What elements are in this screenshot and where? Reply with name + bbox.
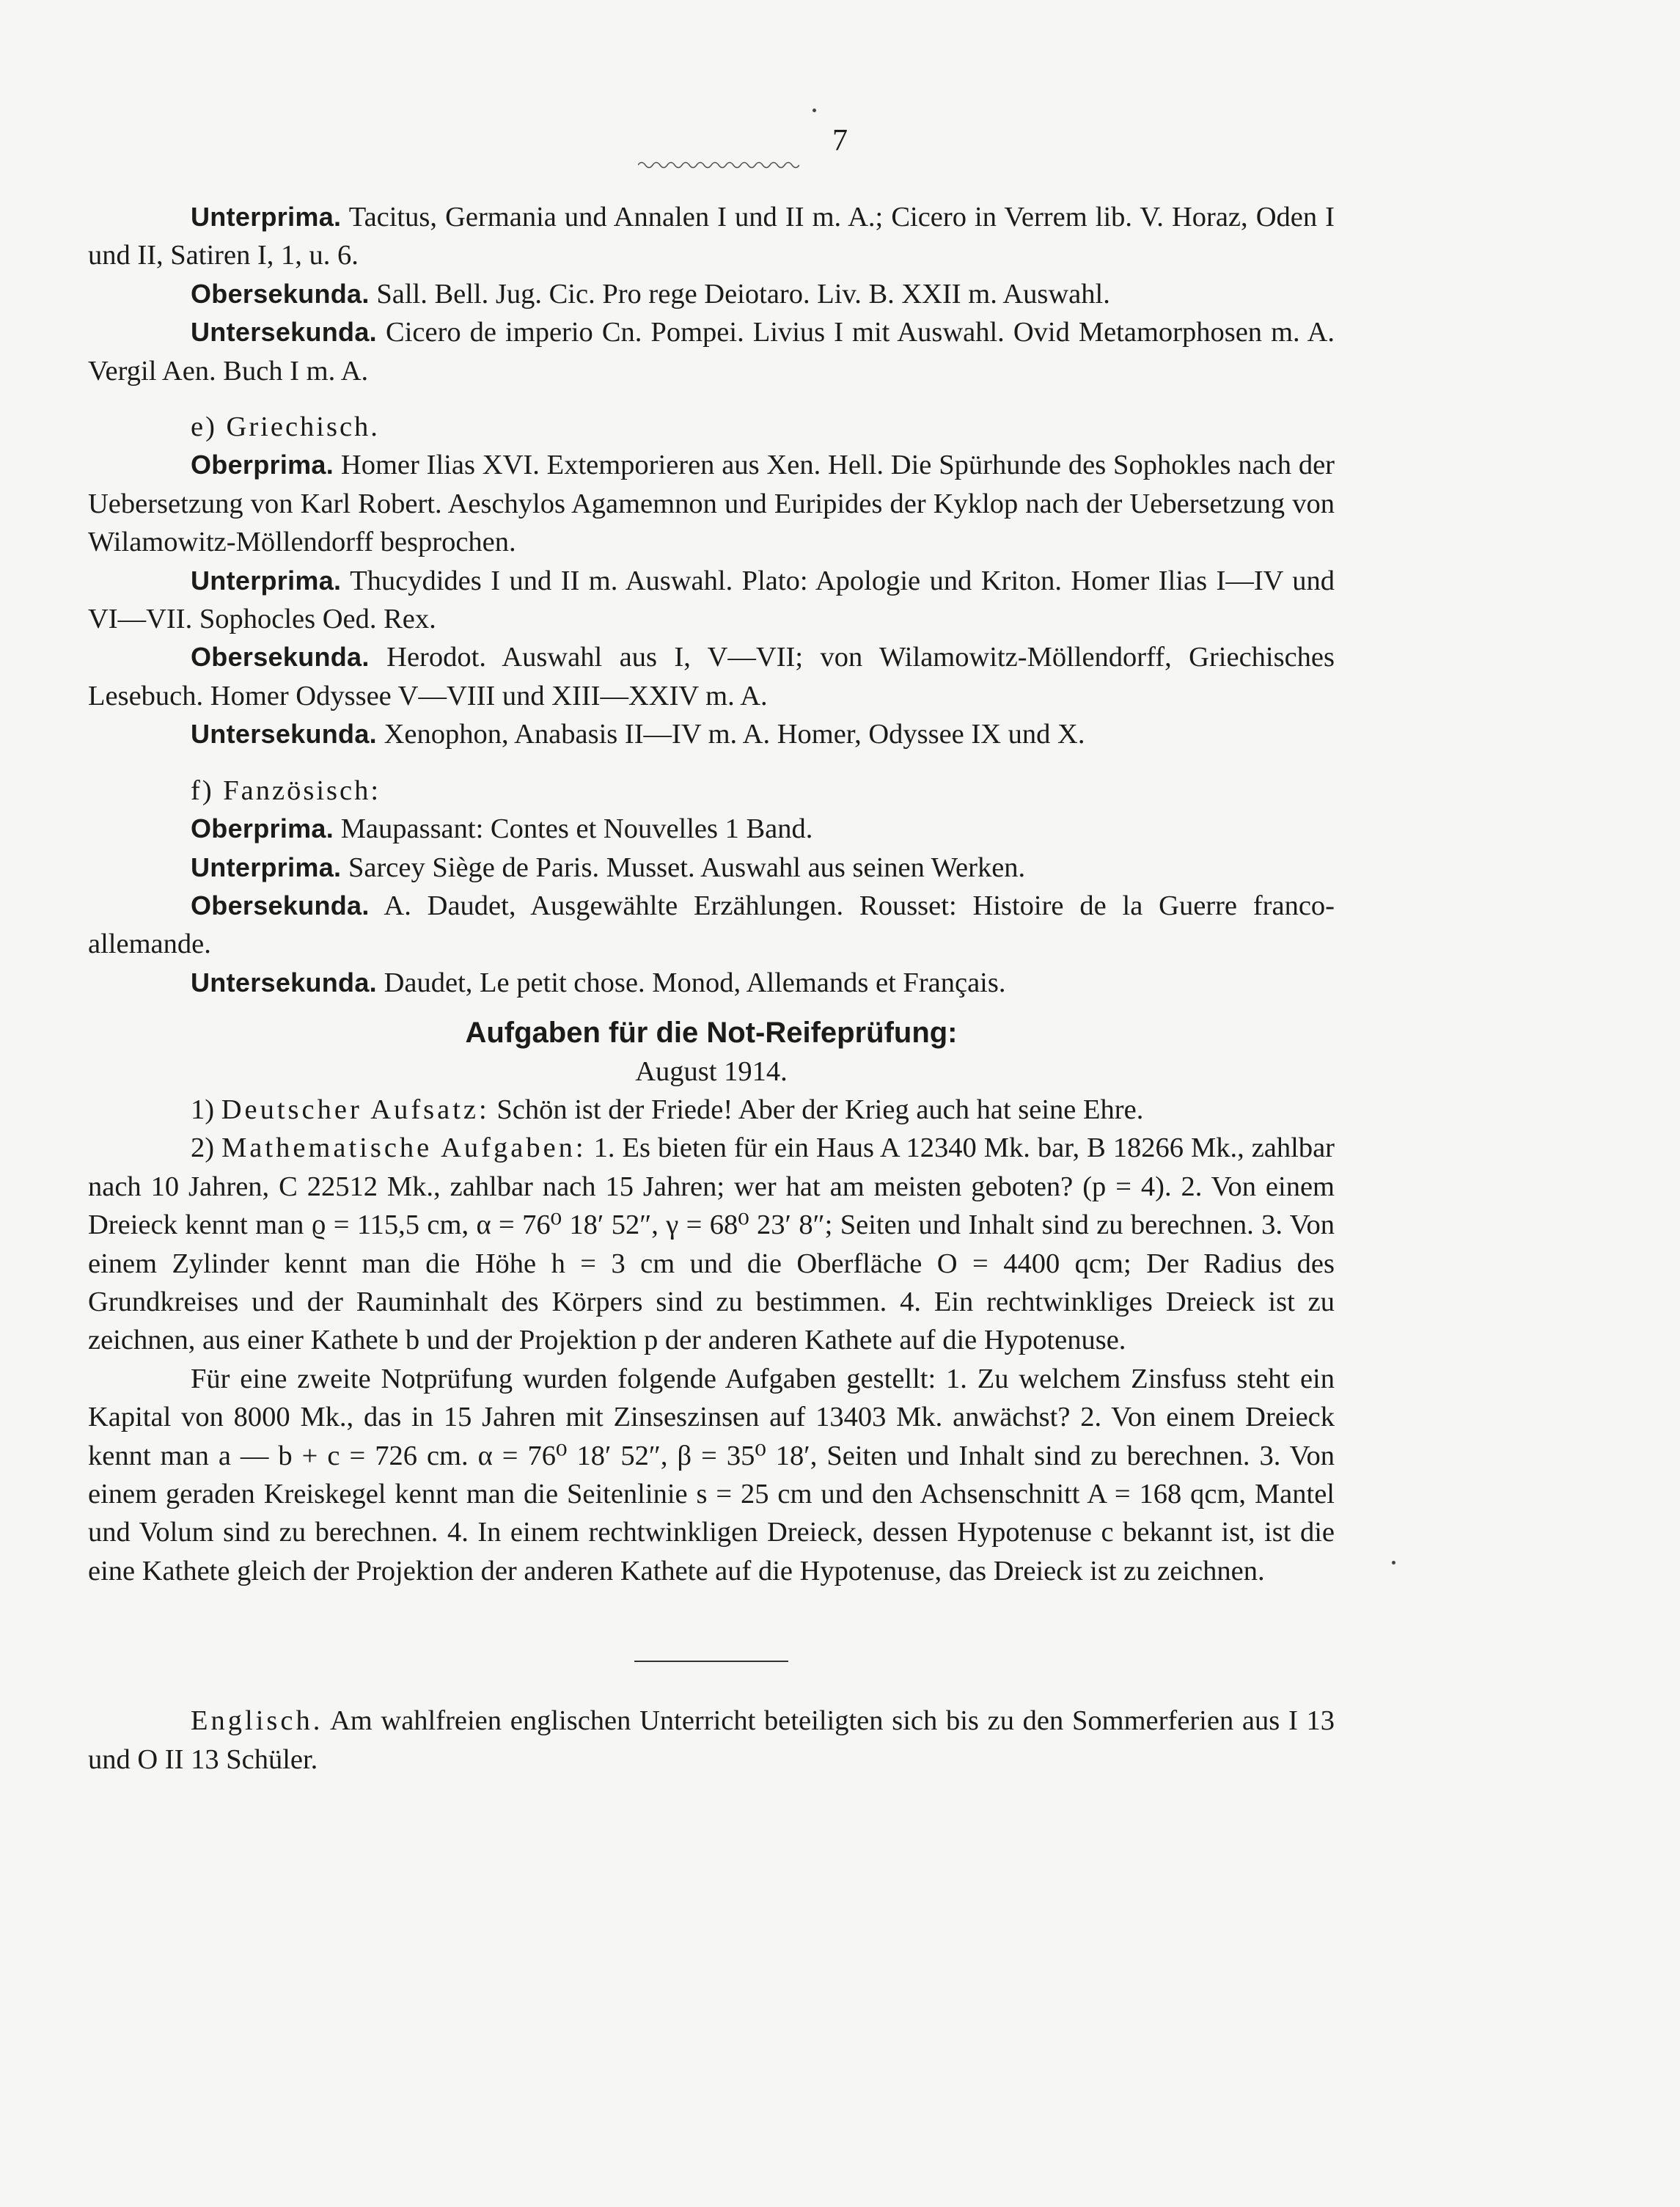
- exam-date: August 1914.: [635, 1055, 788, 1087]
- class-label: Untersekunda.: [191, 719, 377, 750]
- greek-oberprima: [88, 446, 1335, 561]
- section-divider: [634, 1661, 788, 1662]
- reading-list: Xenophon, Anabasis II—IV m. A. Homer, Odyssee IX und X.: [384, 719, 1085, 750]
- class-label: Unterprima.: [191, 202, 342, 232]
- class-label: Untersekunda.: [191, 317, 377, 348]
- item-label: Deutscher Aufsatz:: [221, 1094, 490, 1125]
- reading-list: Herodot. Auswahl aus I, V—VII; von Wilamowitz-Möllendorff, Griechisches Lesebuch. Homer Odyssee V—VIII und XIII—XXIV m. A.: [88, 642, 1335, 711]
- reading-list: Sarcey Siège de Paris. Musset. Auswahl aus seinen Werken.: [348, 852, 1026, 883]
- reading-list: Sall. Bell. Jug. Cic. Pro rege Deiotaro. Liv. B. XXII m. Auswahl.: [376, 278, 1110, 310]
- section-title-greek: e) Griechisch.: [191, 411, 380, 443]
- exam-second-exam: Für eine zweite Notprüfung wurden folgende Aufgaben gestellt: 1. Zu welchem Zinsfuss steht ein Kapital von 8000 Mk., das in 15 Jahren mit Zinseszinsen auf 13403 Mk. anwächst? 2. Von einem Dreieck kennt man a — b + c = 726 cm. α = 76⁰ 18′ 52″, β = 35⁰ 18′, Seiten und Inhalt sind zu berechnen. 3. Von einem geraden Kreiskegel kennt man die Seitenlinie s = 25 cm und den Achsenschnitt A = 168 qcm, Mantel und Volum sind zu berechnen. 4. In einem rechtwinkligen Dreieck, dessen Hypotenuse c bekannt ist, ist die eine Kathete gleich der Projektion der anderen Kathete auf die Hypotenuse, das Dreieck ist zu zeichnen.: [88, 1363, 1335, 1586]
- french-untersekunda: [88, 964, 1335, 1002]
- section-title-french: f) Fanzösisch:: [191, 775, 381, 806]
- french-unterprima: [88, 849, 1335, 887]
- latin-obersekunda: [88, 275, 1335, 313]
- latin-untersekunda: [88, 313, 1335, 390]
- reading-list: Maupassant: Contes et Nouvelles 1 Band.: [340, 813, 813, 845]
- class-label: Unterprima.: [191, 852, 342, 882]
- page-number-ornament: [638, 160, 799, 170]
- greek-obersekunda: [88, 638, 1335, 715]
- item-text: Schön ist der Friede! Aber der Krieg auch hat seine Ehre.: [496, 1094, 1144, 1125]
- english-note: [88, 1702, 1335, 1779]
- english-text: Am wahlfreien englischen Unterricht beteiligten sich bis zu den Sommerferien aus I 13 und O II 13 Schüler.: [88, 1705, 1335, 1775]
- item-label: Mathematische Aufgaben:: [221, 1132, 587, 1164]
- reading-list: Tacitus, Germania und Annalen I und II m. A.; Cicero in Verrem lib. V. Horaz, Oden I und II, Satiren I, 1, u. 6.: [88, 202, 1335, 271]
- page-number: 7: [832, 124, 848, 158]
- class-label: Oberprima.: [191, 450, 334, 480]
- class-label: Unterprima.: [191, 565, 342, 596]
- exam-item-math: [88, 1129, 1335, 1359]
- class-label: Obersekunda.: [191, 278, 370, 309]
- reading-list: A. Daudet, Ausgewählte Erzählungen. Rousset: Histoire de la Guerre franco-allemande.: [88, 890, 1335, 960]
- paper-speck: [813, 109, 816, 112]
- item-number: 2): [191, 1132, 222, 1164]
- english-label: Englisch.: [191, 1705, 323, 1737]
- reading-list: Cicero de imperio Cn. Pompei. Livius I mit Auswahl. Ovid Metamorphosen m. A. Vergil Aen. Buch I m. A.: [88, 317, 1335, 387]
- greek-untersekunda: [88, 715, 1335, 753]
- french-oberprima: [88, 810, 1335, 848]
- latin-unterprima: [88, 198, 1335, 275]
- class-label: Obersekunda.: [191, 642, 370, 673]
- page-body: [88, 198, 1335, 1779]
- greek-unterprima: [88, 562, 1335, 639]
- item-text: 1. Es bieten für ein Haus A 12340 Mk. bar, B 18266 Mk., zahlbar nach 10 Jahren, C 22512 Mk., zahlbar nach 15 Jahren; wer hat am meisten geboten? (p = 4). 2. Von einem Dreieck kennt man ϱ = 115,5 cm, α = 76⁰ 18′ 52″, γ = 68⁰ 23′ 8″; Seiten und Inhalt sind zu berechnen. 3. Von einem Zylinder kennt man die Höhe h = 3 cm und die Oberfläche O = 4400 qcm; Der Radius des Grundkreises und der Rauminhalt des Körpers sind zu bestimmen. 4. Ein rechtwinkliges Dreieck ist zu zeichnen, aus einer Kathete b und der Projektion p der anderen Kathete auf die Hypotenuse.: [88, 1132, 1335, 1356]
- class-label: Obersekunda.: [191, 890, 370, 921]
- item-number: 1): [191, 1094, 221, 1125]
- french-obersekunda: [88, 887, 1335, 964]
- class-label: Untersekunda.: [191, 967, 377, 998]
- exam-item-essay: [88, 1091, 1335, 1129]
- reading-list: Homer Ilias XVI. Extemporieren aus Xen. Hell. Die Spürhunde des Sophokles nach der Uebersetzung von Karl Robert. Aeschylos Agamemnon und Euripides der Kyklop nach der Uebersetzung von Wilamowitz-Möllendorff besprochen.: [88, 450, 1335, 558]
- reading-list: Thucydides I und II m. Auswahl. Plato: Apologie und Kriton. Homer Ilias I—IV und VI—VII. Sophocles Oed. Rex.: [88, 565, 1335, 635]
- reading-list: Daudet, Le petit chose. Monod, Allemands et Français.: [384, 967, 1006, 998]
- exam-heading: Aufgaben für die Not-Reifeprüfung:: [465, 1017, 958, 1050]
- class-label: Oberprima.: [191, 813, 334, 844]
- paper-speck: [1392, 1561, 1395, 1564]
